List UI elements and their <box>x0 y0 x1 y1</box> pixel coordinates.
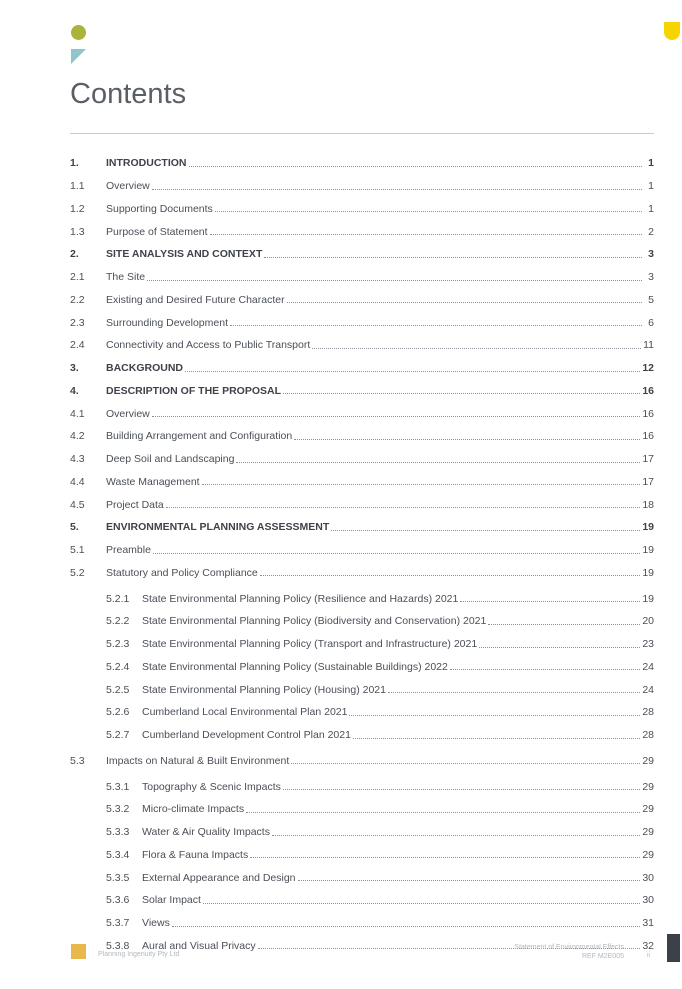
toc-entry[interactable] <box>70 152 654 175</box>
toc-entry-page: 11 <box>643 339 654 352</box>
toc-entry-number: 5.3.8 <box>106 939 130 952</box>
toc-entry[interactable] <box>70 243 654 266</box>
toc-dot-leader <box>203 903 640 904</box>
toc-entry[interactable] <box>70 775 654 798</box>
toc-dot-leader <box>460 601 640 602</box>
toc-entry-page: 16 <box>642 407 654 420</box>
toc-entry[interactable] <box>70 844 654 867</box>
toc-dot-leader <box>298 880 641 881</box>
toc-entry-number: 5.3 <box>70 754 85 767</box>
toc-entry[interactable] <box>70 198 654 221</box>
toc-entry-title: The Site <box>106 271 146 284</box>
toc-entry-page: 1 <box>648 202 654 215</box>
toc-entry-page: 6 <box>648 316 654 329</box>
toc-entry-title: Surrounding Development <box>106 316 228 329</box>
toc-entry-page: 1 <box>648 180 654 193</box>
toc-entry-page: 17 <box>642 475 654 488</box>
toc-entry[interactable] <box>70 516 654 539</box>
footer-page-number: ii <box>647 952 651 959</box>
toc-entry-number: 4. <box>70 384 79 397</box>
footer-company: Planning Ingenuity Pty Ltd <box>98 951 180 958</box>
toc-entry-page: 19 <box>642 521 654 534</box>
toc-entry-title: DESCRIPTION OF THE PROPOSAL <box>106 384 282 397</box>
toc-entry[interactable] <box>70 425 654 448</box>
toc-dot-leader <box>260 575 641 576</box>
toc-entry[interactable] <box>70 380 654 403</box>
toc-entry-page: 28 <box>642 729 654 742</box>
toc-dot-leader <box>294 439 640 440</box>
toc-dot-leader <box>287 302 642 303</box>
toc-entry-title: Cumberland Local Environmental Plan 2021 <box>142 706 348 719</box>
toc-entry-number: 5.3.2 <box>106 803 130 816</box>
toc-dot-leader <box>488 624 640 625</box>
toc-entry-title: BACKGROUND <box>106 362 183 375</box>
toc-entry-page: 29 <box>642 754 654 767</box>
toc-entry-title: Topography & Scenic Impacts <box>142 780 281 793</box>
toc-entry-title: INTRODUCTION <box>106 157 187 170</box>
decorative-green-circle <box>71 25 86 40</box>
toc-dot-leader <box>210 234 642 235</box>
toc-entry[interactable] <box>70 678 654 701</box>
toc-entry-title: Solar Impact <box>142 894 201 907</box>
toc-entry-number: 5.3.4 <box>106 848 130 861</box>
toc-dot-leader <box>291 763 640 764</box>
toc-entry-page: 20 <box>642 615 654 628</box>
toc-entry-number: 2.3 <box>70 316 85 329</box>
toc-dot-leader <box>283 393 640 394</box>
toc-dot-leader <box>166 507 641 508</box>
toc-entry-title: State Environmental Planning Policy (Resilience and Hazards) 2021 <box>142 592 459 605</box>
toc-entry[interactable] <box>70 889 654 912</box>
toc-entry-title: State Environmental Planning Policy (Biodiversity and Conservation) 2021 <box>142 615 487 628</box>
toc-entry-page: 3 <box>648 248 654 261</box>
table-of-contents <box>70 152 654 957</box>
toc-dot-leader <box>230 325 642 326</box>
toc-entry-number: 5.2.1 <box>106 592 130 605</box>
toc-entry-number: 4.4 <box>70 475 85 488</box>
toc-entry-number: 5. <box>70 521 79 534</box>
toc-dot-leader <box>479 647 640 648</box>
toc-entry-page: 30 <box>642 871 654 884</box>
toc-dot-leader <box>250 857 640 858</box>
decorative-blue-triangle <box>71 49 86 64</box>
toc-entry-number: 5.2 <box>70 566 85 579</box>
page-title: Contents <box>70 78 187 110</box>
toc-entry-number: 5.2.4 <box>106 660 130 673</box>
toc-entry[interactable] <box>70 493 654 516</box>
toc-entry-page: 29 <box>642 826 654 839</box>
toc-dot-leader <box>388 692 640 693</box>
toc-entry-page: 30 <box>642 894 654 907</box>
toc-entry[interactable] <box>70 587 654 610</box>
toc-dot-leader <box>153 553 640 554</box>
toc-dot-leader <box>312 348 641 349</box>
toc-entry-number: 2.2 <box>70 293 85 306</box>
toc-dot-leader <box>202 484 641 485</box>
toc-entry-page: 17 <box>642 453 654 466</box>
toc-dot-leader <box>331 530 640 531</box>
toc-entry[interactable] <box>70 656 654 679</box>
toc-entry-title: State Environmental Planning Policy (Housing) 2021 <box>142 683 386 696</box>
toc-entry-page: 2 <box>648 225 654 238</box>
toc-entry-page: 16 <box>642 430 654 443</box>
footer-logo-square <box>71 944 86 959</box>
toc-entry-page: 18 <box>642 498 654 511</box>
toc-entry-number: 1.3 <box>70 225 85 238</box>
toc-dot-leader <box>272 835 640 836</box>
toc-entry-number: 1. <box>70 157 79 170</box>
toc-entry-title: SITE ANALYSIS AND CONTEXT <box>106 248 263 261</box>
toc-entry-number: 5.2.7 <box>106 729 130 742</box>
toc-entry-title: Preamble <box>106 544 151 557</box>
toc-entry-page: 19 <box>642 544 654 557</box>
toc-entry[interactable] <box>70 471 654 494</box>
toc-dot-leader <box>353 738 640 739</box>
toc-entry[interactable] <box>70 357 654 380</box>
toc-entry[interactable] <box>70 701 654 724</box>
toc-entry-page: 28 <box>642 706 654 719</box>
toc-entry-page: 23 <box>642 638 654 651</box>
toc-entry-page: 1 <box>648 157 654 170</box>
toc-entry-page: 24 <box>642 660 654 673</box>
toc-entry-page: 12 <box>642 362 654 375</box>
toc-entry-page: 32 <box>642 939 654 952</box>
toc-entry-title: Views <box>142 917 170 930</box>
toc-entry-number: 5.3.5 <box>106 871 130 884</box>
toc-dot-leader <box>152 416 641 417</box>
toc-entry-page: 31 <box>642 917 654 930</box>
toc-dot-leader <box>283 789 640 790</box>
toc-entry-number: 5.3.6 <box>106 894 130 907</box>
toc-entry-title: ENVIRONMENTAL PLANNING ASSESSMENT <box>106 521 330 534</box>
toc-entry-title: Flora & Fauna Impacts <box>142 848 249 861</box>
toc-entry-title: Building Arrangement and Configuration <box>106 430 293 443</box>
toc-entry-title: Micro-climate Impacts <box>142 803 245 816</box>
toc-entry-number: 4.2 <box>70 430 85 443</box>
toc-entry-number: 2.4 <box>70 339 85 352</box>
toc-entry-page: 5 <box>648 293 654 306</box>
toc-dot-leader <box>185 371 640 372</box>
toc-entry-title: Connectivity and Access to Public Transport <box>106 339 311 352</box>
toc-entry-page: 24 <box>642 683 654 696</box>
toc-entry-page: 19 <box>642 592 654 605</box>
toc-dot-leader <box>189 166 643 167</box>
toc-entry[interactable] <box>70 539 654 562</box>
decorative-yellow-corner <box>664 22 680 40</box>
toc-entry-number: 3. <box>70 362 79 375</box>
toc-dot-leader <box>264 257 642 258</box>
toc-entry[interactable] <box>70 266 654 289</box>
toc-dot-leader <box>349 715 640 716</box>
toc-entry-number: 2.1 <box>70 271 85 284</box>
toc-entry-number: 1.2 <box>70 202 85 215</box>
toc-entry-number: 5.2.2 <box>106 615 130 628</box>
toc-entry[interactable] <box>70 402 654 425</box>
toc-entry-title: Waste Management <box>106 475 200 488</box>
toc-entry-title: Overview <box>106 407 150 420</box>
toc-entry-title: External Appearance and Design <box>142 871 296 884</box>
toc-entry-title: State Environmental Planning Policy (Transport and Infrastructure) 2021 <box>142 638 478 651</box>
toc-entry-number: 2. <box>70 248 79 261</box>
footer-doc-title: Statement of Environmental Effects <box>514 944 624 951</box>
toc-entry-page: 19 <box>642 566 654 579</box>
toc-dot-leader <box>215 211 642 212</box>
toc-entry-page: 3 <box>648 271 654 284</box>
toc-dot-leader <box>152 189 642 190</box>
toc-dot-leader <box>236 462 640 463</box>
toc-entry-number: 5.3.1 <box>106 780 130 793</box>
toc-dot-leader <box>246 812 640 813</box>
toc-entry[interactable] <box>70 750 654 773</box>
toc-entry-title: Statutory and Policy Compliance <box>106 566 258 579</box>
toc-dot-leader <box>450 669 640 670</box>
toc-entry-page: 29 <box>642 848 654 861</box>
toc-entry-number: 5.2.6 <box>106 706 130 719</box>
toc-entry[interactable] <box>70 821 654 844</box>
toc-entry-page: 29 <box>642 803 654 816</box>
footer-ref: REF M2E005 <box>581 953 624 960</box>
toc-entry-title: Aural and Visual Privacy <box>142 939 256 952</box>
toc-entry-number: 5.3.7 <box>106 917 130 930</box>
toc-dot-leader <box>147 280 642 281</box>
toc-entry-title: Impacts on Natural & Built Environment <box>106 754 290 767</box>
toc-entry[interactable] <box>70 724 654 747</box>
toc-entry-number: 5.1 <box>70 544 85 557</box>
toc-entry[interactable] <box>70 220 654 243</box>
toc-entry[interactable] <box>70 610 654 633</box>
toc-entry[interactable] <box>70 175 654 198</box>
toc-entry[interactable] <box>70 334 654 357</box>
toc-entry-number: 5.2.5 <box>106 683 130 696</box>
toc-entry[interactable] <box>70 448 654 471</box>
toc-entry[interactable] <box>70 798 654 821</box>
toc-entry-title: Water & Air Quality Impacts <box>142 826 270 839</box>
footer-dark-bar <box>667 934 680 962</box>
toc-entry-title: Existing and Desired Future Character <box>106 293 285 306</box>
title-divider <box>70 133 654 134</box>
toc-entry[interactable] <box>70 562 654 585</box>
toc-entry-title: Cumberland Development Control Plan 2021 <box>142 729 351 742</box>
toc-entry-title: Supporting Documents <box>106 202 213 215</box>
toc-entry-number: 4.1 <box>70 407 85 420</box>
toc-entry-number: 5.3.3 <box>106 826 130 839</box>
toc-entry[interactable] <box>70 912 654 935</box>
footer-document-info <box>514 943 624 961</box>
toc-entry-title: Project Data <box>106 498 164 511</box>
toc-entry[interactable] <box>70 866 654 889</box>
toc-entry-title: Overview <box>106 180 150 193</box>
toc-entry-number: 4.5 <box>70 498 85 511</box>
toc-entry[interactable] <box>70 289 654 312</box>
toc-entry-number: 4.3 <box>70 453 85 466</box>
toc-entry-title: State Environmental Planning Policy (Sustainable Buildings) 2022 <box>142 660 448 673</box>
toc-entry-page: 29 <box>642 780 654 793</box>
toc-entry-page: 16 <box>642 384 654 397</box>
toc-entry-number: 1.1 <box>70 180 85 193</box>
toc-entry-title: Purpose of Statement <box>106 225 208 238</box>
toc-dot-leader <box>172 926 640 927</box>
toc-entry[interactable] <box>70 311 654 334</box>
toc-entry-number: 5.2.3 <box>106 638 130 651</box>
toc-entry[interactable] <box>70 633 654 656</box>
toc-entry-title: Deep Soil and Landscaping <box>106 453 235 466</box>
